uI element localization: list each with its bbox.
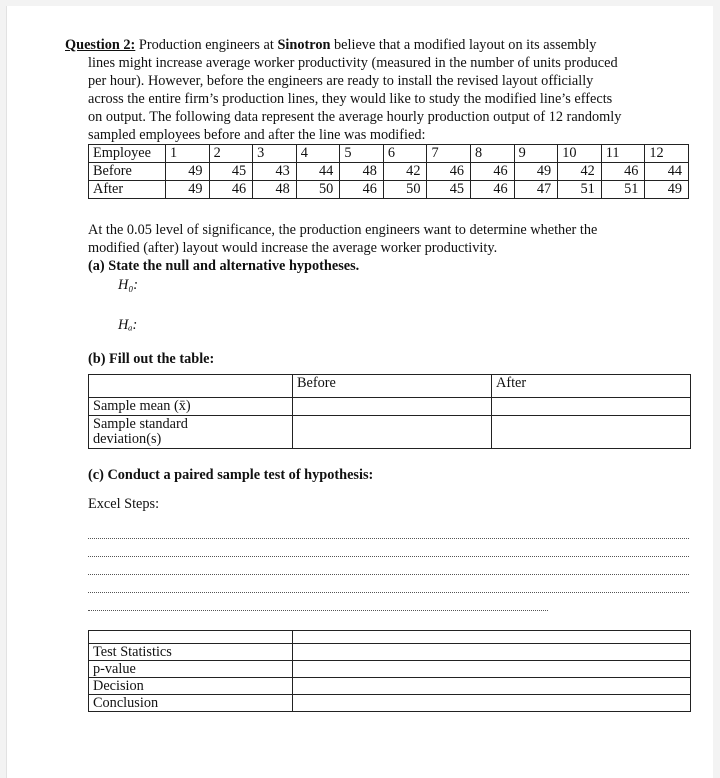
question-line: across the entire firm’s production lines, they would like to study the modified line’s effects xyxy=(88,91,613,107)
part-a-label: (a) State the null and alternative hypotheses. xyxy=(88,258,360,274)
before-cell: 46 xyxy=(427,163,471,181)
before-cell: 49 xyxy=(514,163,558,181)
question-intro: Production engineers at xyxy=(135,37,278,53)
before-cell: 46 xyxy=(471,163,515,181)
sample-sd-label-line1: Sample standard xyxy=(93,416,188,432)
after-cell: 46 xyxy=(471,181,515,199)
stats-row xyxy=(89,695,691,712)
fill-header-row xyxy=(89,375,691,398)
significance-paragraph xyxy=(65,221,691,275)
question-line: per hour). However, before the engineers are ready to install the revised layout officially xyxy=(88,73,594,89)
before-cell: 42 xyxy=(558,163,602,181)
significance-line: At the 0.05 level of significance, the production engineers want to determine whether the xyxy=(88,222,598,238)
employee-cell: 5 xyxy=(340,145,384,163)
after-cell: 48 xyxy=(253,181,297,199)
test-statistics-value[interactable] xyxy=(293,644,691,661)
before-header: Before xyxy=(89,163,166,181)
before-cell: 42 xyxy=(383,163,427,181)
before-mean-cell[interactable] xyxy=(293,398,492,416)
after-cell: 51 xyxy=(601,181,645,199)
employee-cell: 3 xyxy=(253,145,297,163)
sample-stats-table xyxy=(88,374,691,449)
after-mean-cell[interactable] xyxy=(492,398,691,416)
question-first-line xyxy=(65,36,691,54)
employee-cell: 12 xyxy=(645,145,689,163)
p-value-label: p-value xyxy=(89,661,293,678)
employee-cell: 9 xyxy=(514,145,558,163)
stats-row xyxy=(89,661,691,678)
conclusion-label: Conclusion xyxy=(89,695,293,712)
stats-row xyxy=(89,644,691,661)
answer-line[interactable] xyxy=(88,593,548,611)
answer-line[interactable] xyxy=(88,539,689,557)
employee-cell: 11 xyxy=(601,145,645,163)
employee-cell: 2 xyxy=(209,145,253,163)
before-sd-cell[interactable] xyxy=(293,416,492,449)
employee-header: Employee xyxy=(89,145,166,163)
test-results-table xyxy=(88,630,691,712)
stats-blank-row xyxy=(89,631,691,644)
after-cell: 46 xyxy=(209,181,253,199)
col-after-header: After xyxy=(492,375,691,398)
stats-blank-label xyxy=(89,631,293,644)
fill-sd-row xyxy=(89,416,691,449)
before-cell: 46 xyxy=(601,163,645,181)
after-cell: 51 xyxy=(558,181,602,199)
question-paragraph xyxy=(65,36,691,144)
part-b-label: (b) Fill out the table: xyxy=(88,351,215,367)
fill-corner-cell xyxy=(89,375,293,398)
part-c-label: (c) Conduct a paired sample test of hypothesis: xyxy=(88,467,374,483)
stats-blank-value xyxy=(293,631,691,644)
answer-lines xyxy=(65,521,691,611)
sample-sd-label xyxy=(89,416,293,449)
production-data-table xyxy=(88,144,689,199)
employee-cell: 6 xyxy=(383,145,427,163)
employee-cell: 1 xyxy=(166,145,210,163)
answer-line[interactable] xyxy=(88,521,689,539)
after-header: After xyxy=(89,181,166,199)
employee-cell: 4 xyxy=(296,145,340,163)
after-cell: 50 xyxy=(383,181,427,199)
after-row xyxy=(89,181,689,199)
excel-steps-label: Excel Steps: xyxy=(88,496,160,512)
significance-line: modified (after) layout would increase the average worker productivity. xyxy=(88,240,498,256)
sample-mean-label: Sample mean (x̄) xyxy=(89,398,293,416)
before-cell: 44 xyxy=(645,163,689,181)
after-cell: 49 xyxy=(166,181,210,199)
question-line: sampled employees before and after the line was modified: xyxy=(88,127,426,143)
answer-line[interactable] xyxy=(88,575,689,593)
fill-mean-row xyxy=(89,398,691,416)
company-name: Sinotron xyxy=(277,37,331,53)
document-page xyxy=(6,6,713,778)
after-sd-cell[interactable] xyxy=(492,416,691,449)
before-cell: 45 xyxy=(209,163,253,181)
employee-cell: 10 xyxy=(558,145,602,163)
answer-line[interactable] xyxy=(88,557,689,575)
before-cell: 43 xyxy=(253,163,297,181)
stats-row xyxy=(89,678,691,695)
question-line: on output. The following data represent the average hourly production output of 12 randomly xyxy=(88,109,622,125)
employee-row xyxy=(89,145,689,163)
p-value-value[interactable] xyxy=(293,661,691,678)
employee-cell: 8 xyxy=(471,145,515,163)
conclusion-value[interactable] xyxy=(293,695,691,712)
col-before-header: Before xyxy=(293,375,492,398)
question-line: lines might increase average worker productivity (measured in the number of units produced xyxy=(88,55,618,71)
before-cell: 48 xyxy=(340,163,384,181)
after-cell: 45 xyxy=(427,181,471,199)
after-cell: 49 xyxy=(645,181,689,199)
document-content xyxy=(65,36,691,712)
after-cell: 50 xyxy=(296,181,340,199)
question-label: Question 2: xyxy=(65,37,136,53)
sample-sd-label-line2: deviation(s) xyxy=(93,431,162,447)
null-hypothesis-label: H₀: xyxy=(118,277,139,293)
test-statistics-label: Test Statistics xyxy=(89,644,293,661)
after-cell: 47 xyxy=(514,181,558,199)
before-row xyxy=(89,163,689,181)
before-cell: 44 xyxy=(296,163,340,181)
after-cell: 46 xyxy=(340,181,384,199)
before-cell: 49 xyxy=(166,163,210,181)
question-line1-rest: believe that a modified layout on its assembly xyxy=(330,37,597,53)
decision-value[interactable] xyxy=(293,678,691,695)
employee-cell: 7 xyxy=(427,145,471,163)
decision-label: Decision xyxy=(89,678,293,695)
alt-hypothesis-label: Hₐ: xyxy=(118,317,138,333)
